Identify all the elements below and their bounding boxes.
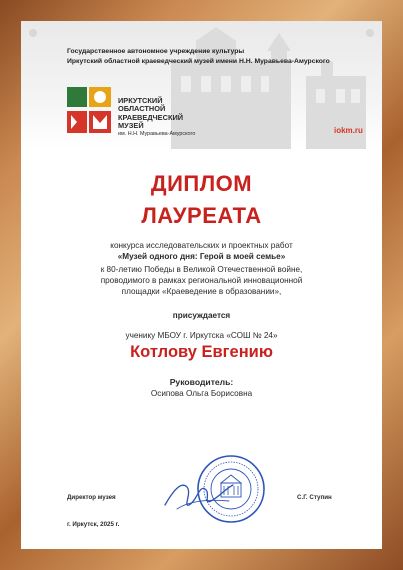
- corner-dot: [366, 29, 374, 37]
- diploma-subtitle: ЛАУРЕАТА: [141, 203, 262, 228]
- museum-name-line: ОБЛАСТНОЙ: [118, 104, 166, 114]
- contest-name: «Музей одного дня: Герой в моей семье»: [117, 252, 286, 261]
- recipient-description: ученику МБОУ г. Иркутска «СОШ № 24»: [125, 331, 278, 340]
- awarded-label: присуждается: [172, 311, 231, 320]
- contest-occasion: к 80-летию Победы в Великой Отечественной войне,: [100, 265, 303, 274]
- museum-subname: им. Н.Н. Муравьева-Амурского: [118, 131, 196, 137]
- diploma-page: [21, 21, 382, 549]
- recipient-name: Котлову Евгению: [130, 343, 273, 361]
- contest-framework: проводимого в рамках региональной инновационной: [100, 276, 303, 285]
- director-signature: [159, 471, 239, 515]
- contest-platform: площадки «Краеведение в образовании»,: [121, 287, 282, 296]
- museum-logo: [67, 87, 111, 133]
- organization-line-2: Иркутский областной краеведческий музей имени Н.Н. Муравьева-Амурского: [67, 58, 330, 65]
- director-label: Директор музея: [67, 494, 116, 501]
- website-link[interactable]: iokm.ru: [334, 126, 363, 135]
- museum-name-line: КРАЕВЕДЧЕСКИЙ: [118, 112, 184, 122]
- museum-name: [118, 97, 198, 131]
- museum-name-line: ИРКУТСКИЙ: [118, 96, 163, 105]
- supervisor-name: Осипова Ольга Борисовна: [150, 389, 253, 398]
- city-date: г. Иркутск, 2025 г.: [67, 521, 120, 528]
- supervisor-label: Руководитель:: [169, 377, 234, 387]
- museum-name-line: МУЗЕЙ: [118, 121, 144, 131]
- diploma-title: ДИПЛОМ: [150, 171, 253, 196]
- director-name: С.Г. Ступин: [297, 494, 332, 501]
- corner-dot: [29, 29, 37, 37]
- organization-line-1: Государственное автономное учреждение культуры: [67, 48, 245, 55]
- contest-description: конкурса исследовательских и проектных работ: [110, 241, 293, 250]
